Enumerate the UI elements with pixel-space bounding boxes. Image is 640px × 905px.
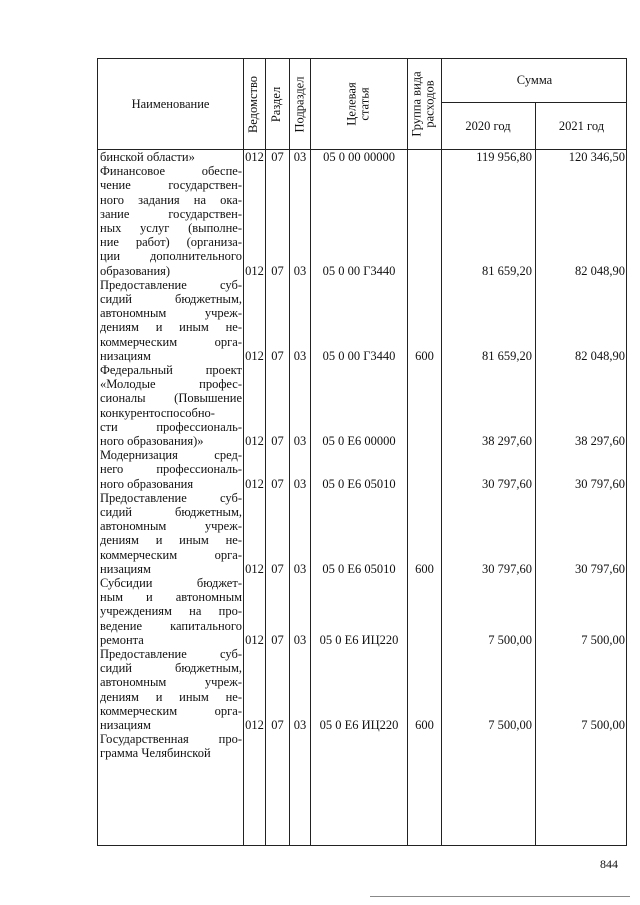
row-vedomstvo: 012 xyxy=(245,632,264,647)
header-gruppa: Группа вида расходов xyxy=(410,71,438,137)
row-sum-2021: 7 500,00 xyxy=(581,718,625,732)
row-sum-2021: 82 048,90 xyxy=(575,348,625,363)
row-sum-2020: 30 797,60 xyxy=(482,476,532,491)
row-sum-2021: 120 346,50 xyxy=(568,150,625,164)
row-razdel: 07 xyxy=(271,632,284,647)
row-name xyxy=(100,491,242,576)
row-name-line: автономным учреж- xyxy=(100,306,242,321)
row-name-line: учреждениям на про- xyxy=(100,604,242,619)
row-name-line: конкурентоспособно- xyxy=(100,405,215,420)
row-gruppa: 600 xyxy=(415,348,434,363)
header-podrazdel: Подраздел xyxy=(292,76,306,132)
row-name-line: сти профессиональ- xyxy=(100,419,242,434)
row-name-line: автономным учреж- xyxy=(100,675,242,690)
row-name-line: сидий бюджетным, xyxy=(100,291,242,306)
page-number: 844 xyxy=(600,857,618,871)
row-name-line: Предоставление суб- xyxy=(100,647,242,661)
row-razdel: 07 xyxy=(271,348,284,363)
row-name-line: зание государствен- xyxy=(100,206,242,221)
row-name-line: Финансовое обеспе- xyxy=(100,164,242,179)
row-celevaya: 05 0 Е6 05010 xyxy=(322,561,396,576)
row-sum-2020: 81 659,20 xyxy=(482,348,532,363)
row-podrazdel: 03 xyxy=(293,632,307,647)
row-podrazdel: 03 xyxy=(293,348,307,363)
row-name-line: чение государствен- xyxy=(100,178,242,193)
row-name-line: Модернизация сред- xyxy=(100,448,242,463)
row-name xyxy=(100,150,242,164)
header-year-2021: 2021 год xyxy=(558,119,605,133)
row-name-line: низациям xyxy=(100,717,151,732)
header-razdel: Раздел xyxy=(269,86,284,122)
row-name xyxy=(100,732,242,760)
row-name-line: ции дополнительного xyxy=(100,249,242,264)
row-celevaya: 05 0 00 Г3440 xyxy=(322,263,396,278)
row-celevaya: 05 0 00 00000 xyxy=(323,150,395,164)
row-gruppa: 600 xyxy=(415,561,434,576)
row-celevaya: 05 0 Е6 ИЦ220 xyxy=(319,632,399,647)
row-name-line: коммерческим орга- xyxy=(100,547,242,562)
row-vedomstvo: 012 xyxy=(245,348,264,363)
row-sum-2020: 7 500,00 xyxy=(488,632,532,647)
row-name-line: низациям xyxy=(100,348,151,363)
row-name-line: коммерческим орга- xyxy=(100,703,242,718)
row-podrazdel: 03 xyxy=(293,263,307,278)
row-vedomstvo: 012 xyxy=(245,718,264,732)
row-name xyxy=(100,278,242,363)
row-vedomstvo: 012 xyxy=(245,561,264,576)
row-vedomstvo: 012 xyxy=(245,476,264,491)
col-divider xyxy=(535,102,536,845)
row-name-line: ного задания на ока- xyxy=(100,192,242,207)
row-sum-2020: 30 797,60 xyxy=(482,561,532,576)
row-sum-2021: 7 500,00 xyxy=(581,632,625,647)
row-razdel: 07 xyxy=(271,718,284,732)
row-name-line: дениям и иным не- xyxy=(100,533,242,548)
header-year-2020: 2020 год xyxy=(465,119,511,133)
row-name xyxy=(100,363,242,448)
row-name-line: Предоставление суб- xyxy=(100,277,242,292)
row-razdel: 07 xyxy=(271,150,284,164)
row-name xyxy=(100,576,242,647)
header-name: Наименование xyxy=(131,97,210,111)
row-sum-2020: 119 956,80 xyxy=(476,150,532,164)
row-razdel: 07 xyxy=(271,434,284,448)
row-name-line: Федеральный проект xyxy=(100,363,242,377)
row-razdel: 07 xyxy=(271,561,284,576)
row-podrazdel: 03 xyxy=(293,561,307,576)
row-sum-2021: 30 797,60 xyxy=(575,561,625,576)
row-name-line: Государственная про- xyxy=(100,732,242,747)
header-celevaya: Целевая статья xyxy=(344,82,372,126)
row-name-line: сидий бюджетным, xyxy=(100,661,242,676)
row-name-line: Субсидии бюджет- xyxy=(100,576,242,590)
row-name-line: образования) xyxy=(100,263,171,278)
row-vedomstvo: 012 xyxy=(245,434,264,448)
row-podrazdel: 03 xyxy=(293,434,307,448)
row-name-line: «Молодые профес- xyxy=(100,377,242,392)
footer-rule xyxy=(370,896,630,897)
sum-divider-line xyxy=(441,102,626,103)
row-name-line: низациям xyxy=(100,561,151,576)
row-name-line: ведение капитального xyxy=(100,618,242,633)
row-gruppa: 600 xyxy=(415,718,434,732)
row-name-line: коммерческим орга- xyxy=(100,334,242,349)
row-name-line: ние работ) (организа- xyxy=(100,235,242,250)
row-vedomstvo: 012 xyxy=(245,263,264,278)
row-celevaya: 05 0 Е6 ИЦ220 xyxy=(319,718,399,732)
row-name-line: грамма Челябинской xyxy=(100,746,211,761)
row-name-line: ного образования xyxy=(100,476,194,491)
row-sum-2020: 38 297,60 xyxy=(482,434,532,448)
budget-table xyxy=(97,58,627,846)
row-name xyxy=(100,647,242,732)
header-vedomstvo: Ведомство xyxy=(246,75,261,133)
row-celevaya: 05 0 Е6 05010 xyxy=(322,476,396,491)
row-name-line: дениям и иным не- xyxy=(100,689,242,704)
row-name-line: него профессиональ- xyxy=(100,462,242,477)
row-name-line: ных услуг (выполне- xyxy=(100,220,242,235)
row-podrazdel: 03 xyxy=(293,718,307,732)
row-name xyxy=(100,164,242,278)
row-name-line: ного образования)» xyxy=(100,433,204,448)
row-podrazdel: 03 xyxy=(293,150,307,164)
row-name-line: сидий бюджетным, xyxy=(100,504,242,519)
row-name-line: автономным учреж- xyxy=(100,519,242,534)
row-sum-2021: 38 297,60 xyxy=(575,434,625,448)
row-sum-2020: 81 659,20 xyxy=(482,263,532,278)
row-vedomstvo: 012 xyxy=(245,150,264,164)
row-sum-2020: 7 500,00 xyxy=(488,718,532,732)
row-razdel: 07 xyxy=(271,476,284,491)
row-sum-2021: 82 048,90 xyxy=(575,263,625,278)
header-summa: Сумма xyxy=(516,73,553,87)
row-sum-2021: 30 797,60 xyxy=(575,476,625,491)
row-name-line: ремонта xyxy=(100,632,144,647)
row-name-line: ным и автономным xyxy=(100,590,242,605)
row-name-line: Предоставление суб- xyxy=(100,490,242,505)
row-podrazdel: 03 xyxy=(293,476,307,491)
row-name-line: сионалы (Повышение xyxy=(100,391,242,406)
row-name-line: бинской области» xyxy=(100,150,195,164)
row-name xyxy=(100,448,242,491)
row-celevaya: 05 0 Е6 00000 xyxy=(322,434,396,448)
row-razdel: 07 xyxy=(271,263,284,278)
row-celevaya: 05 0 00 Г3440 xyxy=(322,348,396,363)
row-name-line: дениям и иным не- xyxy=(100,320,242,335)
